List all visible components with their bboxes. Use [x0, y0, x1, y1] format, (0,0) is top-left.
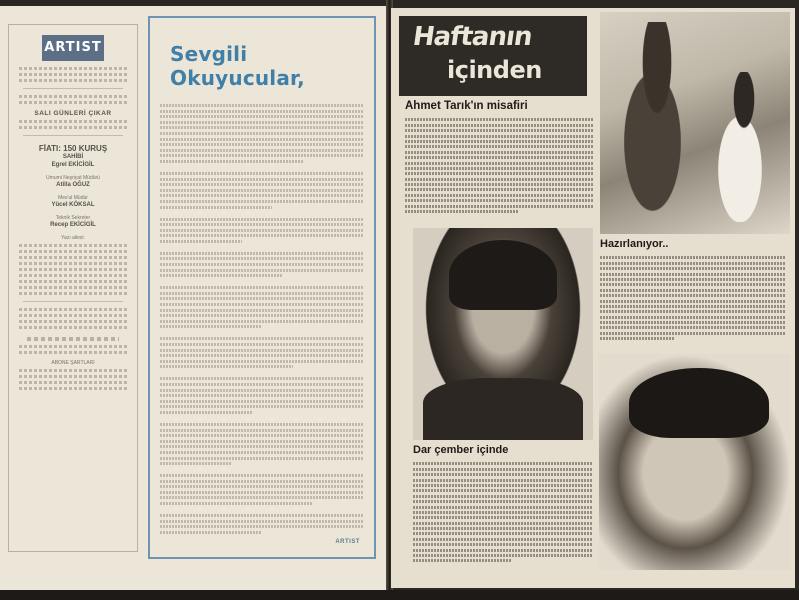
masthead-column — [8, 24, 138, 552]
photo-dancing-couple — [600, 12, 790, 234]
letter-paragraph — [160, 218, 364, 243]
letter-signature: ARTIST — [335, 539, 360, 545]
figure-man — [612, 22, 702, 222]
figure-woman — [700, 72, 780, 222]
letter-paragraph — [160, 377, 364, 414]
masthead-address-lines — [13, 95, 133, 104]
writers-label: Yazı ailesi: — [61, 235, 85, 241]
gm-name: Atilla OĞUZ — [56, 182, 90, 188]
tech-label: Teknik Sekreter — [55, 215, 91, 221]
table-surface — [0, 590, 799, 600]
letter-box — [148, 16, 376, 559]
publish-day: SALI GÜNLERİ ÇIKAR — [34, 110, 112, 117]
section-masthead — [399, 16, 587, 96]
subscription-lines — [13, 369, 133, 390]
portrait-hair — [449, 240, 557, 310]
divider — [23, 301, 123, 302]
owner-label: SAHİBİ — [62, 154, 84, 160]
editor-name: Yücel KÖKSAL — [51, 202, 95, 208]
divider — [23, 135, 123, 136]
subscription-label: ABONE ŞARTLARI — [51, 360, 95, 366]
ornament-rule — [27, 337, 119, 341]
owner-name: Egrel EKİCİGİL — [51, 162, 95, 168]
article-heading-dar-cember: Dar çember içinde — [413, 444, 509, 456]
writers-lines — [13, 244, 133, 295]
face-hair — [629, 368, 769, 438]
letter-paragraph — [160, 474, 364, 505]
issue-lines — [13, 120, 133, 129]
haftanin-title: Haftanın — [410, 22, 534, 52]
letter-paragraph — [160, 104, 364, 163]
portrait-suit — [423, 378, 583, 440]
letter-paragraph — [160, 423, 364, 465]
left-page — [0, 6, 388, 600]
contact-lines — [13, 308, 133, 329]
letter-paragraph — [160, 286, 364, 328]
letter-paragraph — [160, 172, 364, 209]
editor-label: Mes'ul Müdür — [58, 195, 88, 201]
artist-logo: ARTIST — [42, 35, 104, 61]
masthead-info-lines — [13, 67, 133, 82]
letter-paragraph — [160, 337, 364, 368]
photo-portrait-man — [413, 228, 593, 440]
print-lines — [13, 345, 133, 354]
article-heading-hazirlaniyor: Hazırlanıyor.. — [600, 238, 669, 250]
right-page — [391, 8, 795, 588]
letter-paragraph — [160, 514, 364, 534]
letter-title: Sevgili Okuyucular, — [170, 42, 305, 90]
divider — [23, 88, 123, 89]
letter-paragraph — [160, 252, 364, 277]
article-text — [405, 116, 593, 215]
tech-name: Recep EKİCİGİL — [50, 222, 96, 228]
photo-close-up-face — [599, 354, 791, 570]
icinden-title: içinden — [447, 56, 542, 84]
article-text — [413, 460, 593, 565]
gm-label: Umumi Neşriyat Müdürü — [46, 175, 100, 181]
article-heading: Ahmet Tarık'ın misafiri — [405, 100, 528, 112]
price: FİATI: 150 KURUŞ — [38, 144, 108, 153]
article-text — [600, 254, 786, 343]
